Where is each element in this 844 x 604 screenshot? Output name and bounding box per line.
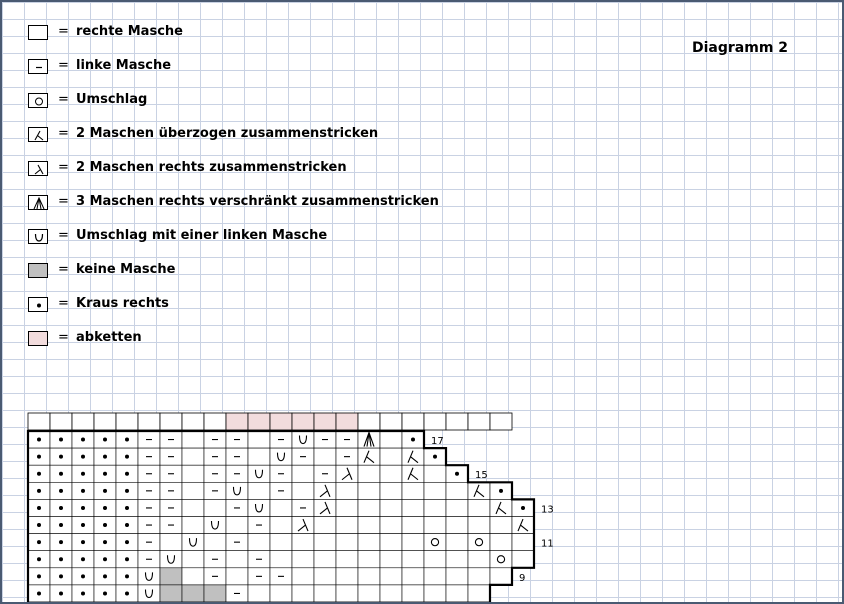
garter-dot-symbol [103,574,107,578]
chart-cells [28,413,534,602]
garter-dot-symbol [103,540,107,544]
legend-label: abketten [76,330,142,345]
garter-dot-symbol [81,472,85,476]
garter-dot-symbol [103,523,107,527]
chart-cell [402,499,424,516]
bind-off-cell [226,413,248,430]
garter-dot-symbol [125,557,129,561]
legend-equals: = [58,194,69,209]
chart-cell [402,551,424,568]
bind-off-row-cell [94,413,116,430]
chart-cell [380,465,402,482]
legend-label: Umschlag mit einer linken Masche [76,228,328,243]
bind-off-cell [270,413,292,430]
garter-dot-symbol [103,557,107,561]
garter-dot-symbol [37,438,41,442]
chart-cell [314,551,336,568]
chart-cell [358,551,380,568]
garter-dot-symbol [433,455,437,459]
garter-dot-symbol [59,438,63,442]
legend-label: 3 Maschen rechts verschränkt zusammenstricken [76,194,439,209]
chart-cell [248,585,270,602]
chart-cell [248,482,270,499]
chart-cell [468,534,490,551]
legend-label: keine Masche [76,262,176,277]
chart-cell [226,568,248,585]
garter-dot-symbol [59,557,63,561]
chart-cell [270,517,292,534]
chart-cell [424,465,446,482]
garter-dot-symbol [37,455,41,459]
bind-off-row-cell [380,413,402,430]
bind-off-cell [336,413,358,430]
chart-cell [270,499,292,516]
chart-cell [468,568,490,585]
garter-dot-symbol [125,489,129,493]
bind-off-row-cell [182,413,204,430]
chart-cell [380,431,402,448]
chart-cell [402,534,424,551]
bind-off-row-cell [468,413,490,430]
chart-cell [424,482,446,499]
garter-dot-symbol [37,557,41,561]
chart-cell [380,534,402,551]
chart-cell [512,534,534,551]
chart-cell [248,448,270,465]
no-stitch-cell [160,568,182,585]
garter-dot-symbol [125,438,129,442]
chart-cell [490,568,512,585]
chart-cell [138,568,160,585]
garter-dot-symbol [59,472,63,476]
chart-cell [424,551,446,568]
legend-label: Umschlag [76,92,148,107]
garter-dot-symbol [81,557,85,561]
chart-cell [160,551,182,568]
chart-cell [182,534,204,551]
chart-cell [380,517,402,534]
chart-cell [358,517,380,534]
knitting-chart [2,2,842,602]
chart-cell [160,534,182,551]
garter-dot-symbol [499,489,503,493]
garter-dot-symbol [81,506,85,510]
chart-cell [424,585,446,602]
legend-equals: = [58,160,69,175]
chart-cell [314,568,336,585]
chart-cell [292,568,314,585]
chart-cell [292,534,314,551]
chart-cell [336,551,358,568]
garter-dot-symbol [59,506,63,510]
chart-cell [248,499,270,516]
garter-dot-symbol [103,438,107,442]
chart-cell [248,534,270,551]
no-stitch-cell [182,585,204,602]
chart-cell [314,534,336,551]
garter-dot-symbol [81,455,85,459]
chart-cell [490,551,512,568]
chart-cell [468,517,490,534]
garter-dot-symbol [125,455,129,459]
chart-cell [270,448,292,465]
legend-equals: = [58,126,69,141]
chart-cell [380,448,402,465]
garter-dot-symbol [103,489,107,493]
chart-cell [248,465,270,482]
chart-cell [314,517,336,534]
garter-dot-symbol [81,591,85,595]
bind-off-row-cell [50,413,72,430]
garter-dot-symbol [103,506,107,510]
garter-dot-symbol [37,489,41,493]
legend-label: 2 Maschen rechts zusammenstricken [76,160,347,175]
no-stitch-cell [204,585,226,602]
chart-cell [336,482,358,499]
garter-dot-symbol [37,540,41,544]
chart-cell [490,534,512,551]
bind-off-row-cell [116,413,138,430]
garter-dot-symbol [37,506,41,510]
chart-cell [182,482,204,499]
chart-cell [424,534,446,551]
garter-dot-symbol [59,489,63,493]
chart-cell [182,499,204,516]
chart-cell [248,431,270,448]
chart-cell [270,585,292,602]
chart-cell [358,499,380,516]
legend-label: linke Masche [76,58,172,73]
chart-cell [446,499,468,516]
legend-equals: = [58,330,69,345]
chart-cell [424,568,446,585]
bind-off-row-cell [28,413,50,430]
garter-dot-symbol [59,455,63,459]
chart-cell [446,517,468,534]
row-number-label: 15 [475,470,488,482]
chart-cell [424,499,446,516]
chart-cell [138,585,160,602]
chart-cell [204,534,226,551]
row-number-label: 9 [519,572,526,584]
garter-dot-symbol [81,523,85,527]
legend-equals: = [58,58,69,73]
chart-cell [446,585,468,602]
garter-dot-symbol [37,472,41,476]
garter-dot-symbol [103,455,107,459]
chart-cell [402,482,424,499]
chart-cell [182,465,204,482]
garter-dot-symbol [125,540,129,544]
chart-cell [490,517,512,534]
chart-cell [292,482,314,499]
chart-cell [314,448,336,465]
garter-dot-symbol [521,506,525,510]
chart-cell [402,585,424,602]
bind-off-row-cell [72,413,94,430]
bind-off-row-cell [358,413,380,430]
chart-cell [226,551,248,568]
chart-cell [358,465,380,482]
chart-cell [226,482,248,499]
garter-dot-symbol [37,591,41,595]
garter-dot-symbol [103,472,107,476]
legend-equals: = [58,228,69,243]
chart-cell [380,551,402,568]
legend-equals: = [58,262,69,277]
chart-cell [402,517,424,534]
garter-dot-symbol [37,523,41,527]
chart-cell [380,568,402,585]
chart-cell [292,551,314,568]
garter-dot-symbol [81,489,85,493]
chart-cell [182,448,204,465]
chart-cell [270,551,292,568]
chart-cell [226,517,248,534]
garter-dot-symbol [81,540,85,544]
chart-cell [336,517,358,534]
row-number-label: 17 [431,436,444,447]
chart-cell [292,465,314,482]
chart-cell [446,482,468,499]
row-number-label: 11 [541,538,554,550]
garter-dot-symbol [37,574,41,578]
chart-cell [468,551,490,568]
chart-cell [182,517,204,534]
bind-off-row-cell [138,413,160,430]
legend-equals: = [58,92,69,107]
chart-cell [182,568,204,585]
chart-cell [358,585,380,602]
diagram-title: Diagramm 2 [692,40,789,56]
chart-cell [270,534,292,551]
chart-cell [424,517,446,534]
chart-cell [446,568,468,585]
chart-cell [292,431,314,448]
chart-cell [468,499,490,516]
chart-cell [446,551,468,568]
legend-equals: = [58,24,69,39]
chart-cell [182,431,204,448]
chart-cell [380,499,402,516]
chart-cell [358,482,380,499]
garter-dot-symbol [81,574,85,578]
bind-off-cell [292,413,314,430]
garter-dot-symbol [125,523,129,527]
chart-cell [336,585,358,602]
bind-off-cell [314,413,336,430]
garter-dot-symbol [59,523,63,527]
legend-equals: = [58,296,69,311]
chart-cell [292,585,314,602]
chart-cell [358,534,380,551]
garter-dot-symbol [455,472,459,476]
chart-cell [380,585,402,602]
chart-cell [336,568,358,585]
chart-cell [358,568,380,585]
chart-cell [204,517,226,534]
chart-cell [336,534,358,551]
chart-cell [182,551,204,568]
bind-off-row-cell [446,413,468,430]
garter-dot-symbol [125,472,129,476]
garter-dot-symbol [59,591,63,595]
garter-dot-symbol [125,506,129,510]
garter-dot-symbol [59,540,63,544]
chart-cell [204,499,226,516]
legend-label: Kraus rechts [76,296,169,311]
garter-dot-symbol [81,438,85,442]
chart-cell [336,499,358,516]
chart-cell [314,585,336,602]
chart-cell [512,551,534,568]
row-number-label: 13 [541,504,554,516]
bind-off-row-cell [160,413,182,430]
no-stitch-cell [160,585,182,602]
chart-cell [446,534,468,551]
legend-label: 2 Maschen überzogen zusammenstricken [76,126,379,141]
legend-label: rechte Masche [76,24,183,39]
chart-cell [380,482,402,499]
chart-cell [468,585,490,602]
bind-off-row-cell [490,413,512,430]
garter-dot-symbol [103,591,107,595]
garter-dot-symbol [411,438,415,442]
bind-off-row-cell [424,413,446,430]
garter-dot-symbol [125,591,129,595]
chart-cell [402,568,424,585]
garter-dot-symbol [125,574,129,578]
garter-dot-symbol [59,574,63,578]
bind-off-row-cell [204,413,226,430]
bind-off-cell [248,413,270,430]
bind-off-row-cell [402,413,424,430]
